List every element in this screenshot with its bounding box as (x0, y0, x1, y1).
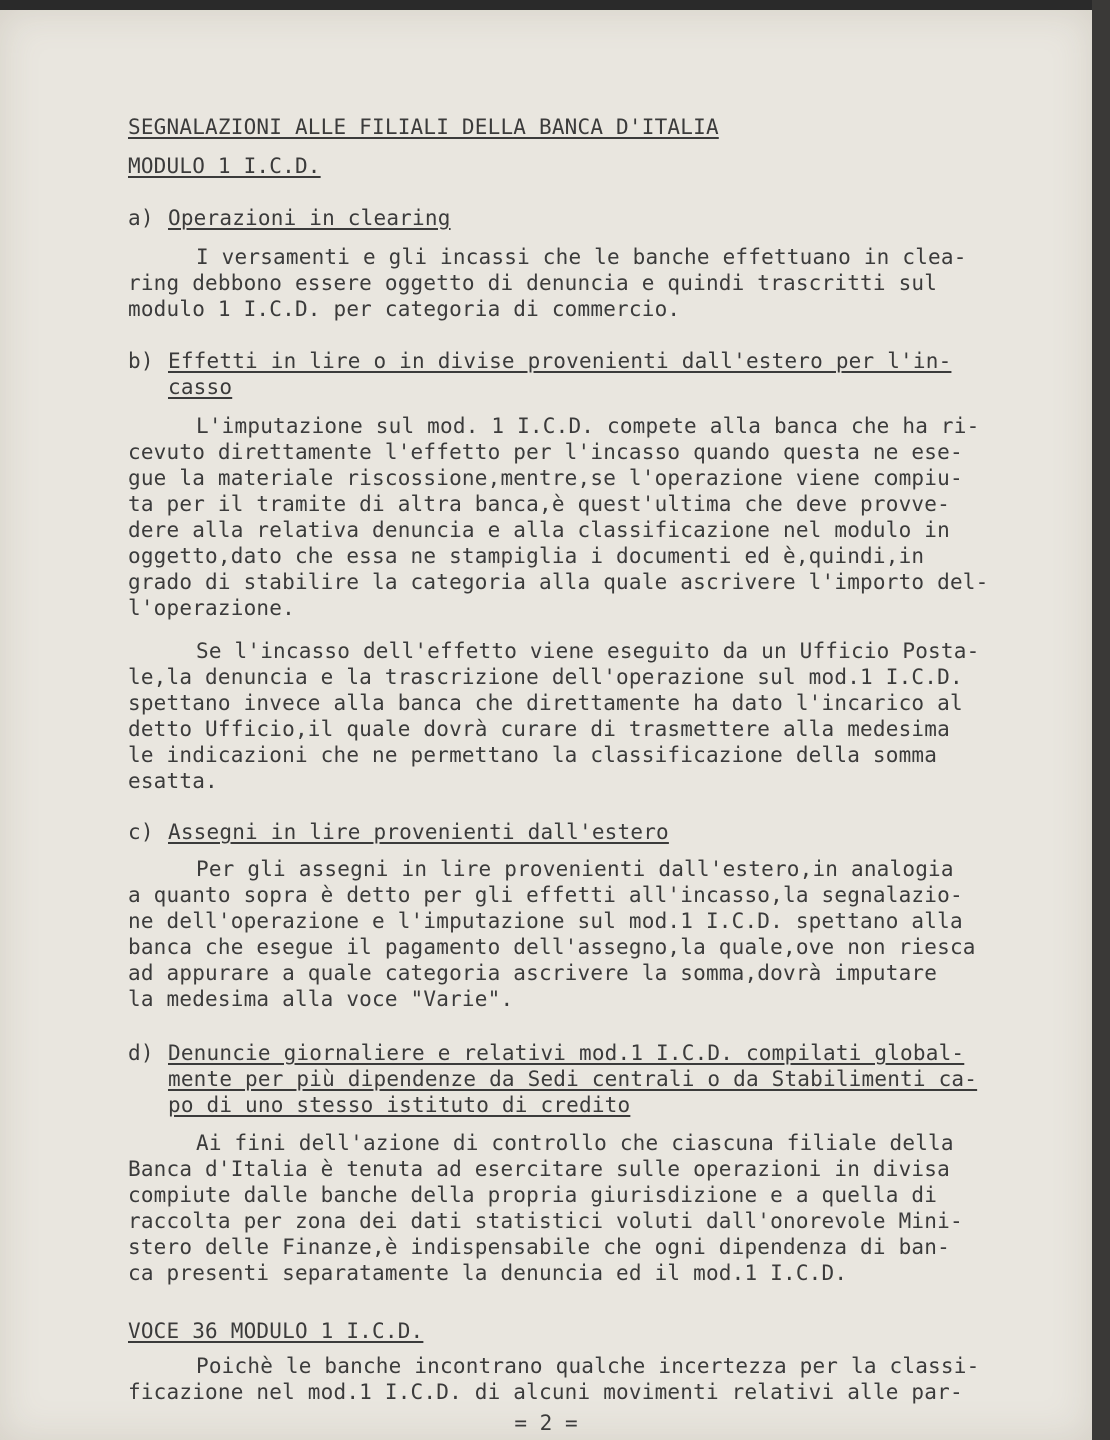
section-a-text-line: ring debbono essere oggetto di denuncia e quindi trascritti sul (128, 271, 938, 295)
section-c-text-line: la medesima alla voce "Varie". (128, 987, 514, 1011)
section-b-title: casso (168, 375, 233, 399)
section-d-text-line: Banca d'Italia è tenuta ad esercitare sulle operazioni in divisa (128, 1157, 950, 1181)
page-number: = 2 = (514, 1411, 578, 1435)
section-a-marker: a) (128, 206, 154, 230)
section-c-marker: c) (128, 820, 154, 844)
section-b-text-line: l'operazione. (128, 596, 295, 620)
section-b-text-line: le,la denuncia e la trascrizione dell'operazione sul mod.1 I.C.D. (128, 665, 963, 689)
final-text-line: Poichè le banche incontrano qualche incertezza per la classi- (196, 1354, 980, 1378)
section-a-text-line: I versamenti e gli incassi che le banche effettuano in clea- (196, 245, 967, 269)
final-text-line: ficazione nel mod.1 I.C.D. di alcuni movimenti relativi alle par- (128, 1380, 963, 1404)
section-b-text-line: spettano invece alla banca che direttamente ha dato l'incarico al (128, 691, 963, 715)
scan-right-edge (1092, 0, 1110, 1440)
section-d-text-line: stero delle Finanze,è indispensabile che ogni dipendenza di ban- (128, 1235, 950, 1259)
section-d-text-line: ca presenti separatamente la denuncia ed il mod.1 I.C.D. (128, 1261, 848, 1285)
section-c-text-line: banca che esegue il pagamento dell'assegno,la quale,ove non riesca (128, 935, 976, 959)
section-b-text-line: cevuto direttamente l'effetto per l'incasso quando questa ne ese- (128, 440, 963, 464)
section-c-text-line: a quanto sopra è detto per gli effetti all'incasso,la segnalazio- (128, 883, 963, 907)
section-b-marker: b) (128, 349, 154, 373)
section-c-title: Assegni in lire provenienti dall'estero (168, 820, 669, 844)
module-heading: MODULO 1 I.C.D. (128, 154, 321, 178)
section-b-text-line: L'imputazione sul mod. 1 I.C.D. compete alla banca che ha ri- (196, 414, 980, 438)
section-d-text-line: Ai fini dell'azione di controllo che ciascuna filiale della (196, 1131, 954, 1155)
section-c-text-line: ad appurare a quale categoria ascrivere la somma,dovrà imputare (128, 961, 938, 985)
voce-36-heading: VOCE 36 MODULO 1 I.C.D. (128, 1319, 424, 1343)
section-b-text-line: esatta. (128, 769, 218, 793)
section-d-title: po di uno stesso istituto di credito (168, 1093, 631, 1117)
section-b-text-line: ta per il tramite di altra banca,è quest'ultima che deve provve- (128, 492, 950, 516)
section-b-title: Effetti in lire o in divise provenienti dall'estero per l'in- (168, 349, 952, 373)
section-d-marker: d) (128, 1041, 154, 1065)
section-b-text-line: le indicazioni che ne permettano la classificazione della somma (128, 743, 938, 767)
section-d-text-line: compiute dalle banche della propria giurisdizione e a quella di (128, 1183, 938, 1207)
section-b-text-line: gue la materiale riscossione,mentre,se l'operazione viene compiu- (128, 466, 963, 490)
scan-top-edge (0, 0, 1110, 10)
section-a-text-line: modulo 1 I.C.D. per categoria di commercio. (128, 297, 681, 321)
section-b-text-line: detto Ufficio,il quale dovrà curare di trasmettere alla medesima (128, 717, 950, 741)
section-a-title: Operazioni in clearing (168, 206, 451, 230)
section-b-text-line: dere alla relativa denuncia e alla classificazione nel modulo in (128, 518, 950, 542)
document-heading: SEGNALAZIONI ALLE FILIALI DELLA BANCA D'ITALIA (128, 115, 719, 139)
section-c-text-line: Per gli assegni in lire provenienti dall'estero,in analogia (196, 857, 954, 881)
section-b-text-line: Se l'incasso dell'effetto viene eseguito da un Ufficio Posta- (196, 639, 980, 663)
section-b-text-line: grado di stabilire la categoria alla quale ascrivere l'importo del- (128, 570, 989, 594)
section-c-text-line: ne dell'operazione e l'imputazione sul mod.1 I.C.D. spettano alla (128, 909, 963, 933)
section-b-text-line: oggetto,dato che essa ne stampiglia i documenti ed è,quindi,in (128, 544, 925, 568)
section-d-title: Denuncie giornaliere e relativi mod.1 I.C.D. compilati global- (168, 1041, 965, 1065)
section-d-text-line: raccolta per zona dei dati statistici voluti dall'onorevole Mini- (128, 1209, 963, 1233)
section-d-title: mente per più dipendenze da Sedi centrali o da Stabilimenti ca- (168, 1067, 978, 1091)
